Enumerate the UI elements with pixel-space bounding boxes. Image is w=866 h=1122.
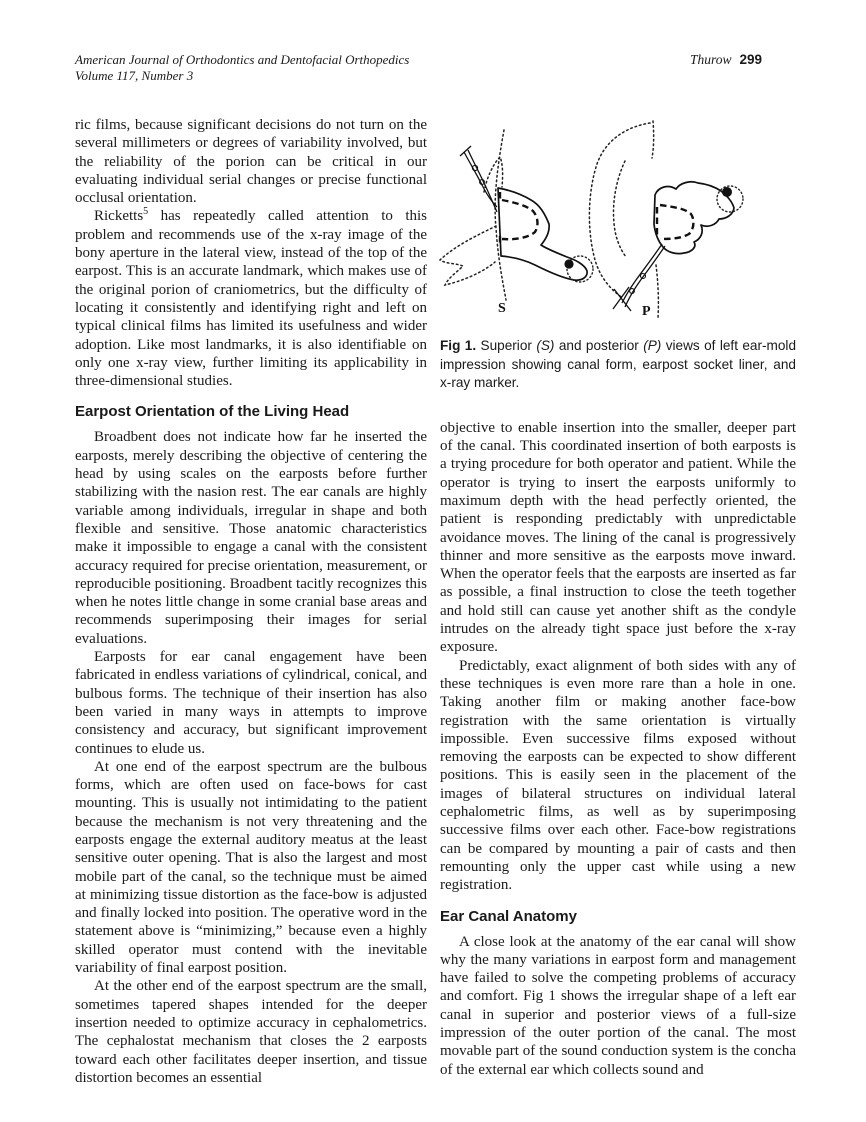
xray-marker-dot bbox=[564, 259, 573, 268]
author-name: Thurow bbox=[689, 52, 732, 67]
caption-s-abbrev: (S) bbox=[536, 338, 555, 354]
journal-volume-line: Volume 117, Number 3 bbox=[75, 68, 194, 83]
superior-view-label: S bbox=[498, 301, 506, 316]
caption-p-abbrev: (P) bbox=[643, 338, 662, 354]
left-column bbox=[75, 116, 427, 1087]
body-paragraph: ric films, because significant decisions do not turn on the several millimeters or degrees of variability involved, but the reliability of the porion can be critical in our evaluating individual serial changes or precise functional occlusal orientation. bbox=[75, 117, 427, 207]
superior-view-sketch bbox=[440, 130, 593, 316]
posterior-view-sketch bbox=[589, 121, 743, 319]
running-header bbox=[75, 52, 762, 84]
posterior-view-label: P bbox=[642, 304, 651, 319]
body-paragraph: At the other end of the earpost spectrum are the small, sometimes tapered shapes intended for the deeper insertion needed to optimize accuracy in cephalometrics. The cephalostat mechanism that closes the 2 earposts toward each other facilitates deeper insertion, and tissue distortion becomes an essential bbox=[75, 978, 427, 1086]
body-paragraph: Broadbent does not indicate how far he inserted the earposts, merely describing the objective of centering the head by using scales on the earposts before further stabilizing with the nasion rest. The ear canals are highly variable among individuals, irregular in shape and both flexible and sensitive. Those anatomic characteristics make it impossible to engage a canal with the consistent accuracy required for precise orientation, measurement, or reproducible positioning. Broadbent tacitly recognizes this when he notes little change in some cranial base areas and recommends superimposing their images for serial evaluations. bbox=[75, 429, 427, 647]
paragraph-text: has repeatedly called attention to this problem and recommends use of the x-ray image of the bony aperture in the lateral view, instead of the top of the earpost. This is an accurate landmark, which makes use of the original porion of craniometrics, but the difficulty of locating it consistently and identifying right and left on typical clinical films has limited its usefulness and wider adoption. Like most landmarks, it is also identifiable on only one x-ray view, further limiting its applicability in three-dimensional studies. bbox=[75, 208, 427, 390]
caption-text: and posterior bbox=[554, 338, 644, 354]
body-paragraph: Predictably, exact alignment of both sides with any of these techniques is even more rare than a hole in one. Taking another film or making another face-bow registration with the same orientation is virtually impossible. Even successive films exposed without removing the earposts can be expected to show different positions. This is easily seen in the placement of the images of bilateral structures on individual lateral cephalometric films, as well as by superimposing successive films over each other. Face-bow registrations can be compared by mounting a pair of casts and then remounting only the upper cast while using a new registration. bbox=[440, 657, 796, 894]
body-paragraph: A close look at the anatomy of the ear canal will show why the many variations in earpost form and management have failed to solve the competing problems of accuracy and comfort. Fig 1 shows the irregular shape of a left ear canal in superior and posterior views of a full-size impression of the outer portion of the canal. The most movable part of the sound conduction system is the concha of the external ear which collects sound and bbox=[440, 933, 796, 1078]
reference-superscript: 5 bbox=[143, 206, 149, 218]
figure-1 bbox=[436, 108, 796, 331]
caption-text: views of left ear-mold impression showing canal form, earpost socket liner, and x-ray marker. bbox=[440, 338, 797, 391]
section-heading-ear-canal-anatomy: Ear Canal Anatomy bbox=[440, 907, 577, 925]
journal-identification bbox=[75, 52, 409, 84]
citation-author: Ricketts bbox=[94, 208, 144, 225]
journal-title: American Journal of Orthodontics and Dentofacial Orthopedics bbox=[75, 52, 410, 67]
figure-1-caption bbox=[440, 337, 796, 393]
body-paragraph: At one end of the earpost spectrum are the bulbous forms, which are often used on face-bows for cast mounting. This is usually not intimidating to the patient because the mechanism is not very threatening and the earposts engage the external auditory meatus at the least sensitive outer opening. That is also the largest and most mobile part of the canal, so the technique must be aimed at minimizing tissue distortion as the face-bow is adjusted and finally locked into position. The operative word in the statement above is “minimizing,” because even a highly skilled operator must contend with the inevitable variability of final earpost position. bbox=[75, 758, 427, 977]
body-paragraph: objective to enable insertion into the smaller, deeper part of the canal. This coordinated insertion of both earposts is a trying procedure for both operator and patient. While the operator is trying to insert the earposts uniformly to maximum depth with the head perfectly oriented, the patient is responding predictably with unpredictable avoidance moves. The lining of the canal is progressively thinner and more sensitive as the earposts move inward. When the operator feels that the earposts are inserted as far as possible, a final instruction to close the teeth together and hold still can cause yet another shift as the condyle intrudes on the already tight space just before the x-ray exposure. bbox=[440, 419, 796, 656]
xray-marker-dot bbox=[722, 187, 732, 197]
caption-text: Superior bbox=[476, 338, 537, 354]
figure-number: Fig 1. bbox=[440, 338, 477, 354]
right-column bbox=[440, 108, 796, 1079]
author-page-ref bbox=[690, 52, 762, 68]
figure-1-illustration bbox=[436, 108, 796, 326]
body-paragraph bbox=[75, 207, 427, 390]
section-heading-earpost-orientation: Earpost Orientation of the Living Head bbox=[75, 403, 350, 421]
page-number: 299 bbox=[739, 52, 762, 67]
body-paragraph: Earposts for ear canal engagement have been fabricated in endless variations of cylindrical, conical, and bulbous forms. The technique of their insertion has also been varied in many ways in attempts to improve consistency and accuracy, but significant improvement continues to elude us. bbox=[75, 649, 427, 757]
